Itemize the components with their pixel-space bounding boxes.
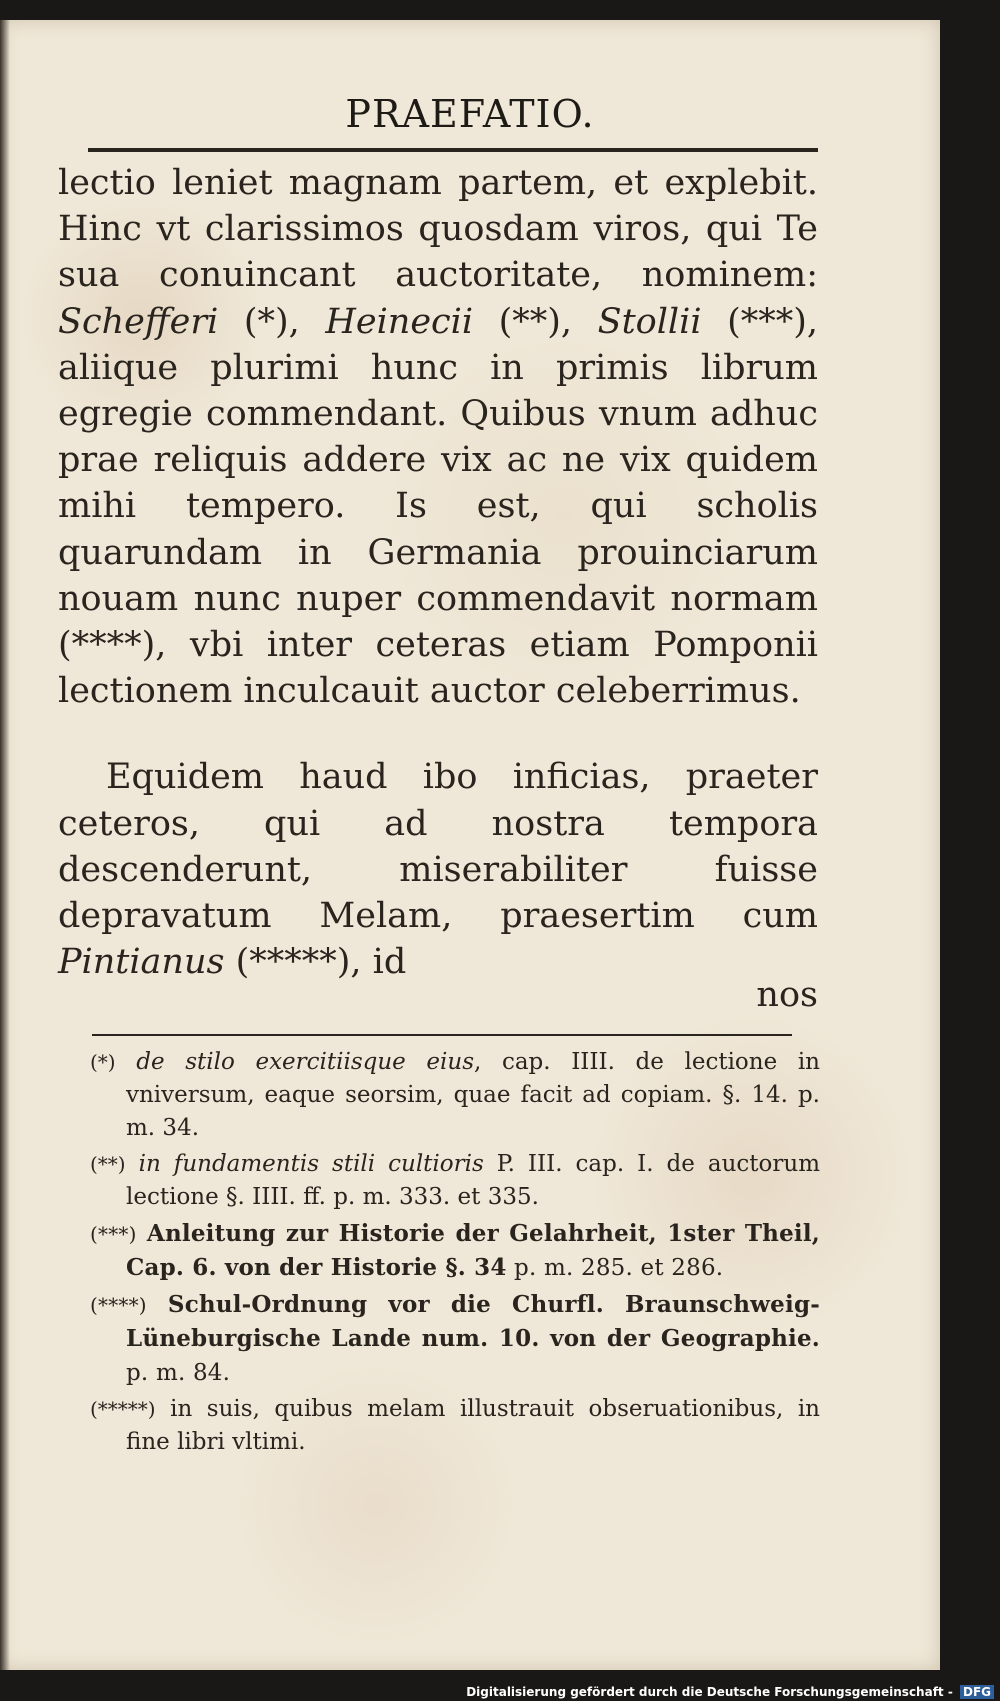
book-page <box>0 20 940 1670</box>
name-stollii: Stollii <box>597 301 702 342</box>
footnote-2-mark: (**) <box>90 1152 126 1176</box>
paragraph-2-text-b: (*****), id <box>224 942 407 983</box>
digitization-stamp <box>466 1685 994 1699</box>
name-schefferi: Schefferi <box>58 301 219 342</box>
paragraph-1-text-d: (***), aliique plurimi hunc in primis librum egregie commendant. Quibus vnum adhuc prae reliquis addere vix ac ne vix quidem mihi tempero. Is est, qui scholis quarundam in Germania prouinciarum nouam nunc nuper commendavit normam (****), vbi inter ceteras etiam Pomponii lectionem inculcauit auctor celeberrimus. <box>58 301 819 712</box>
footnote-3-fraktur: Anleitung zur Historie der Gelahrheit, 1ster Theil, Cap. 6. von der Historie §. 34 <box>126 1220 820 1281</box>
paragraph-1-text-c: (**), <box>473 301 598 342</box>
footnote-rule <box>92 1034 792 1036</box>
dfg-logo: DFG <box>960 1685 994 1699</box>
paragraph-2-text-a: Equidem haud ibo inficias, praeter ceteros, qui ad nostra tempora descenderunt, miserabiliter fuisse depravatum Melam, praesertim cum <box>58 757 818 937</box>
footnote-5-mark: (*****) <box>90 1397 156 1421</box>
main-text <box>58 160 818 985</box>
footnote-5-text: in suis, quibus melam illustrauit obseruationibus, in fine libri vltimi. <box>126 1396 820 1455</box>
footnote-1-text: , cap. IIII. de lectione in vniversum, eaque seorsim, quae facit ad copiam. §. 14. p. m. 34. <box>126 1049 820 1141</box>
footnote-1 <box>90 1046 820 1145</box>
footnote-4-mark: (****) <box>90 1293 147 1317</box>
footnote-4-text: p. m. 84. <box>126 1360 231 1386</box>
catchword: nos <box>756 975 818 1015</box>
footnote-3 <box>90 1217 820 1285</box>
paragraph-1-text-b: (*), <box>218 301 326 342</box>
paragraph-1 <box>58 160 818 714</box>
footnote-5 <box>90 1393 820 1459</box>
footnote-4 <box>90 1288 820 1390</box>
paragraph-2 <box>58 754 818 985</box>
footnote-1-title: de stilo exercitiisque eius <box>136 1049 475 1075</box>
footnote-3-mark: (***) <box>90 1222 137 1246</box>
footnotes <box>90 1046 820 1462</box>
footnote-2 <box>90 1148 820 1214</box>
footnote-3-text: p. m. 285. et 286. <box>506 1255 724 1281</box>
footnote-4-fraktur: Schul-Ordnung vor die Churfl. Braunschweig-Lüneburgische Lande num. 10. von der Geographie. <box>126 1291 820 1352</box>
footnote-2-title: in fundamentis stili cultioris <box>138 1151 484 1177</box>
footnote-2-text: P. III. cap. I. de auctorum lectione §. IIII. ff. p. m. 333. et 335. <box>126 1151 821 1210</box>
name-heinecii: Heinecii <box>325 301 474 342</box>
name-pintianus: Pintianus <box>58 942 225 983</box>
footnote-1-mark: (*) <box>90 1050 116 1074</box>
stamp-text: Digitalisierung gefördert durch die Deutsche Forschungsgemeinschaft - <box>466 1685 957 1699</box>
header-rule <box>88 148 818 152</box>
page-header: PRAEFATIO. <box>345 92 595 136</box>
paragraph-1-text-a: lectio leniet magnam partem, et explebit. Hinc vt clarissimos quosdam viros, qui Te sua conuincant auctoritate, nominem: <box>58 163 818 296</box>
